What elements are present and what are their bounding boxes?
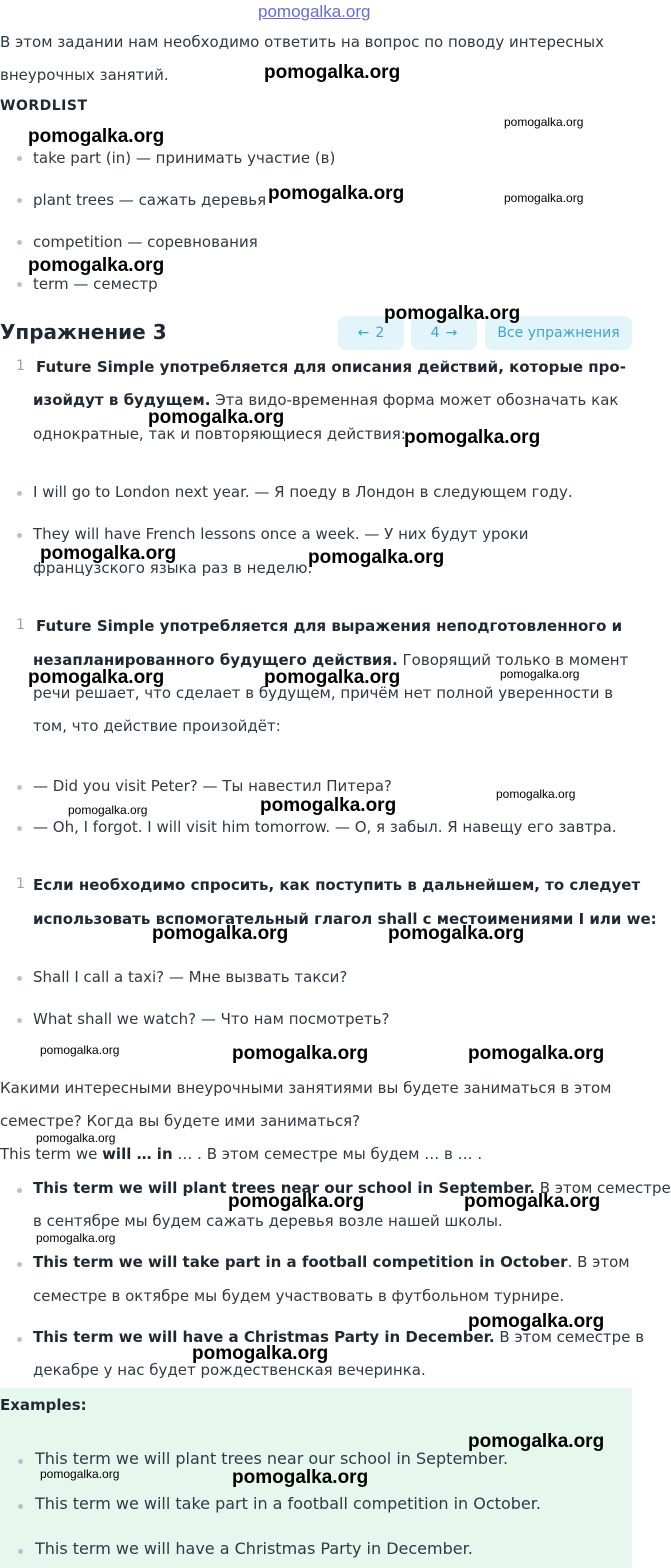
watermark: pomogalka.org [28,255,165,276]
list-bullet [18,1459,23,1464]
prev-exercise-label: 2 [375,325,385,341]
question-line-2: семестре? Когда вы будете ими заниматься? [0,1112,361,1130]
watermark: pomogalka.org [388,923,525,944]
answer-2-rest: . В этом [567,1253,630,1271]
watermark: pomogalka.org [152,923,289,944]
watermark: pomogalka.org [28,126,165,147]
watermark: pomogalka.org [468,1431,605,1452]
example-item: This term we will take part in a football competition in October. [35,1494,541,1513]
intro-line-1: В этом задании нам необходимо ответить на вопрос по поводу интересных [0,33,605,51]
list-bullet [17,282,22,287]
question-pattern [0,1143,482,1165]
list-bullet [18,1504,23,1509]
next-exercise-label: 4 [430,325,440,341]
list-bullet [17,240,22,245]
rule-2-example-2: — Oh, I forgot. I will visit him tomorrow. — О, я забыл. Я навещу его завтра. [33,818,617,836]
watermark: pomogalka.org [468,1043,605,1064]
list-bullet [17,1337,22,1342]
watermark: pomogalka.org [308,547,445,568]
watermark: pomogalka.org [384,303,521,324]
watermark: pomogalka.org [40,1467,120,1481]
watermark: pomogalka.org [36,1231,116,1245]
rule-2-line-3: речи решает, что сделает в будущем, причём нет полной уверенности в [33,684,614,702]
watermark: pomogalka.org [500,667,580,681]
watermark: pomogalka.org [40,543,177,564]
rule-3-example-1: Shall I call a taxi? — Мне вызвать такси? [33,968,348,986]
pattern-end: … . В этом семестре мы будем … в … . [172,1145,483,1163]
answer-3-rest: В этом семестре в [494,1328,645,1346]
watermark: pomogalka.org [404,427,541,448]
rule-3-line-2: использовать вспомогательный глагол shall с местоимениями I или we: [33,910,657,928]
site-header[interactable]: pomogalka.org [258,2,371,21]
pattern-emphasis: will … in [102,1145,173,1163]
watermark: pomogalka.org [504,191,584,205]
answer-1-english: This term we will plant trees near our school in September. [33,1179,535,1197]
answer-2-line-2: семестре в октябре мы будем участвовать в футбольном турнире. [33,1287,565,1305]
list-bullet [17,976,22,981]
rule-3-example-2: What shall we watch? — Что нам посмотреть? [33,1010,390,1028]
rule-2-emphasis: незапланированного будущего действия. [33,651,398,669]
rule-1-line-1: Future Simple употребляется для описания действий, которые про- [36,358,626,376]
rule-1-line-3: однократные, так и повторяющиеся действия: [33,425,406,443]
watermark: pomogalka.org [148,407,285,428]
wordlist-item: competition — соревнования [33,233,258,251]
arrow-left-icon: ← [357,325,370,341]
watermark: pomogalka.org [232,1467,369,1488]
list-bullet [18,1549,23,1554]
list-bullet [17,198,22,203]
rule-number: 1 [16,617,25,633]
rule-1-emphasis: изойдут в будущем. [33,391,211,409]
answer-1-line-2: в сентябре мы будем сажать деревья возле нашей школы. [33,1212,503,1230]
watermark: pomogalka.org [264,667,401,688]
watermark: pomogalka.org [464,1191,601,1212]
question-line-1: Какими интересными внеурочными занятиями вы будете заниматься в этом [0,1079,612,1097]
watermark: pomogalka.org [232,1043,369,1064]
list-bullet [17,1262,22,1267]
rule-2-example-1: — Did you visit Peter? — Ты навестил Питера? [33,777,392,795]
list-bullet [17,1018,22,1023]
example-item: This term we will have a Christmas Party in December. [35,1539,473,1558]
list-bullet [17,533,22,538]
arrow-right-icon: → [445,325,458,341]
rule-2-line-2-rest: Говорящий только в момент [397,651,629,669]
rule-1-example-1: I will go to London next year. — Я поеду в Лондон в следующем году. [33,483,573,501]
rule-2-line-4: том, что действие произойдёт: [33,717,281,735]
answer-2-line-1 [33,1251,630,1273]
watermark: pomogalka.org [260,795,397,816]
rule-1-line-2 [33,389,618,411]
watermark: pomogalka.org [68,803,148,817]
watermark: pomogalka.org [28,667,165,688]
list-bullet [17,826,22,831]
answer-1-rest: В этом семестре [534,1179,671,1197]
watermark: pomogalka.org [192,1343,329,1364]
watermark: pomogalka.org [496,787,576,801]
intro-line-2: внеурочных занятий. [0,66,169,84]
watermark: pomogalka.org [468,1311,605,1332]
answer-3-line-2: декабре у нас будет рождественская вечеринка. [33,1361,426,1379]
list-bullet [17,1188,22,1193]
watermark: pomogalka.org [228,1191,365,1212]
examples-title: Examples: [0,1396,87,1414]
watermark: pomogalka.org [36,1131,116,1145]
rule-number: 1 [16,876,25,892]
wordlist-item: take part (in) — принимать участие (в) [33,149,336,167]
rule-3-line-1: Если необходимо спросить, как поступить в дальнейшем, то следует [33,876,641,894]
pattern-start: This term we [0,1145,103,1163]
rule-1-example-2-line-2: французского языка раз в неделю. [33,559,313,577]
watermark: pomogalka.org [268,183,405,204]
watermark: pomogalka.org [40,1043,120,1057]
rule-2-line-1: Future Simple употребляется для выражения неподготовленного и [36,617,623,635]
rule-1-line-2-rest: Эта видо-временная форма может обозначать как [210,391,619,409]
example-item: This term we will plant trees near our school in September. [35,1449,509,1468]
wordlist-title: WORDLIST [0,98,88,114]
list-bullet [17,156,22,161]
wordlist-item: term — семестр [33,275,158,293]
rule-1-example-2-line-1: They will have French lessons once a week. — У них будут уроки [33,525,529,543]
wordlist-item: plant trees — сажать деревья [33,191,267,209]
exercise-title: Упражнение 3 [0,320,167,344]
list-bullet [17,785,22,790]
watermark: pomogalka.org [264,62,401,83]
answer-3-english: This term we will have a Christmas Party in December. [33,1328,495,1346]
list-bullet [17,491,22,496]
watermark: pomogalka.org [504,115,584,129]
all-exercises-label: Все упражнения [497,325,620,341]
answer-2-english: This term we will take part in a football competition in October [33,1253,568,1271]
rule-number: 1 [16,358,25,374]
